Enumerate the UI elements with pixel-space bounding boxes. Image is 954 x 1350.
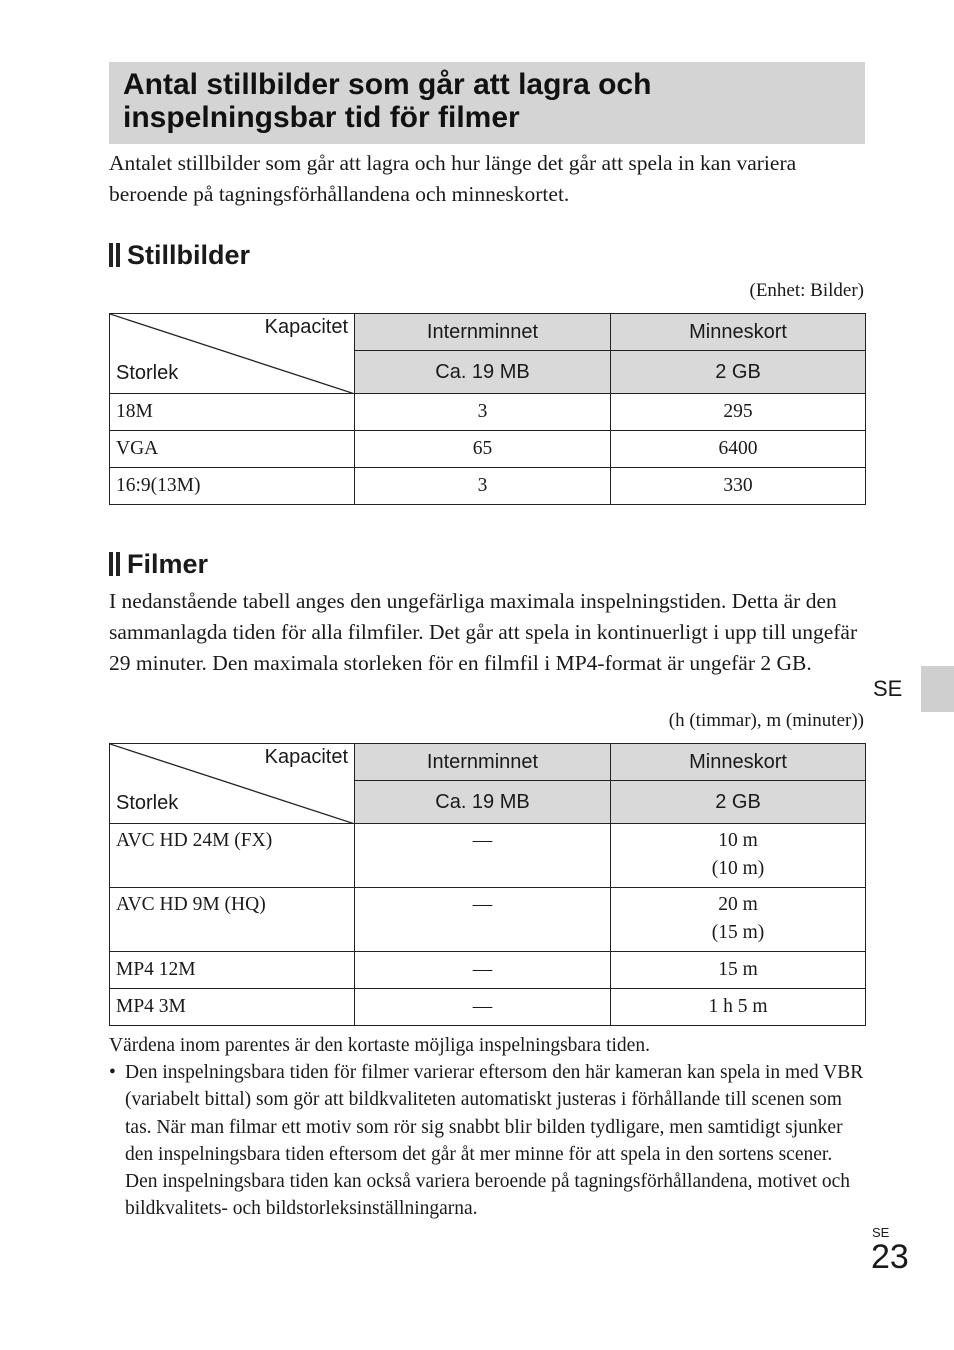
page-title: Antal stillbilder som går att lagra och inspelningsbar tid för filmer <box>123 68 652 134</box>
row-size: 16:9(13M) <box>110 468 355 505</box>
page-language: SE <box>872 1225 890 1240</box>
size-label: Storlek <box>116 792 179 814</box>
card-time-min: (10 m) <box>711 858 765 879</box>
col-header-internal: Internminnet <box>355 744 611 781</box>
card-time-min: (15 m) <box>711 922 765 943</box>
table-row <box>110 431 866 468</box>
row-card: 330 <box>611 468 866 505</box>
stills-table <box>109 313 866 505</box>
row-internal: 3 <box>355 468 611 505</box>
row-card: 1 h 5 m <box>611 989 866 1026</box>
col-header-card: Minneskort <box>611 744 866 781</box>
movies-paragraph: I nedanstående tabell anges den ungefärliga maximala inspelningstiden. Detta är den sammanlagda tiden för alla filmfiler. Det går att spela in kontinuerligt i upp till ungefär 29 minuter. Den maximala storleken för en filmfil i MP4-format är ungefär 2 GB. <box>109 589 858 675</box>
section-marker-icon <box>109 552 122 576</box>
row-size: VGA <box>110 431 355 468</box>
card-capacity: 2 GB <box>611 351 866 394</box>
card-time: 10 m <box>718 830 758 851</box>
row-internal: 3 <box>355 394 611 431</box>
stills-heading-text: Stillbilder <box>127 240 251 270</box>
col-header-card: Minneskort <box>611 314 866 351</box>
page-number: 23 <box>871 1238 909 1276</box>
table-row <box>110 468 866 505</box>
table-corner-header <box>110 314 355 394</box>
movies-table <box>109 743 866 1026</box>
row-card: 15 m <box>611 952 866 989</box>
stills-unit: (Enhet: Bilder) <box>749 280 864 301</box>
section-heading-stills <box>109 239 250 271</box>
intro-paragraph: Antalet stillbilder som går att lagra och hur länge det går att spela in kan variera beroende på tagningsförhållandena och minneskortet. <box>109 151 797 206</box>
table-row <box>110 824 866 888</box>
size-label: Storlek <box>116 362 179 384</box>
movies-heading-text: Filmer <box>127 549 209 579</box>
card-capacity: 2 GB <box>611 781 866 824</box>
section-marker-icon <box>109 243 122 267</box>
paren-note: Värdena inom parentes är den kortaste möjliga inspelningsbara tiden. <box>109 1035 650 1056</box>
list-item <box>109 1059 869 1222</box>
bullet-icon: • <box>109 1062 116 1084</box>
row-size: 18M <box>110 394 355 431</box>
row-internal: — <box>355 989 611 1026</box>
row-size: AVC HD 24M (FX) <box>110 824 355 888</box>
row-size: MP4 12M <box>110 952 355 989</box>
internal-capacity: Ca. 19 MB <box>355 351 611 394</box>
movies-unit: (h (timmar), m (minuter)) <box>668 710 864 731</box>
capacity-label: Kapacitet <box>264 746 348 768</box>
row-internal: — <box>355 888 611 952</box>
capacity-label: Kapacitet <box>264 316 348 338</box>
table-row <box>110 888 866 952</box>
table-row <box>110 394 866 431</box>
bullet-text-continued: Den inspelningsbara tiden kan också variera beroende på tagningsförhållandena, motivet och bildkvalitets- och bildstorleksinställningarna. <box>125 1171 851 1220</box>
bullet-text: Den inspelningsbara tiden för filmer varierar eftersom den här kameran kan spela in med VBR (variabelt bittal) som gör att bildkvaliteten automatiskt justeras i förhållande till scenen som tas. När man filmar ett motiv som rör sig snabbt blir bilden tydligare, men samtidigt sjunker den inspelningsbara tiden eftersom det går åt mer minne för att spela in den sortens scener. <box>125 1062 864 1165</box>
row-card: 6400 <box>611 431 866 468</box>
internal-capacity: Ca. 19 MB <box>355 781 611 824</box>
table-row <box>110 952 866 989</box>
row-internal: — <box>355 824 611 888</box>
notes-list <box>109 1059 869 1222</box>
row-size: MP4 3M <box>110 989 355 1026</box>
table-row <box>110 989 866 1026</box>
row-size: AVC HD 9M (HQ) <box>110 888 355 952</box>
row-internal: — <box>355 952 611 989</box>
col-header-internal: Internminnet <box>355 314 611 351</box>
row-card: 295 <box>611 394 866 431</box>
side-tab-label: SE <box>873 676 903 701</box>
row-card <box>611 824 866 888</box>
side-tab <box>921 666 954 712</box>
notes <box>109 1032 869 1222</box>
card-time: 20 m <box>718 894 758 915</box>
title-banner <box>109 62 865 144</box>
row-card <box>611 888 866 952</box>
table-corner-header <box>110 744 355 824</box>
row-internal: 65 <box>355 431 611 468</box>
section-heading-movies <box>109 548 208 580</box>
